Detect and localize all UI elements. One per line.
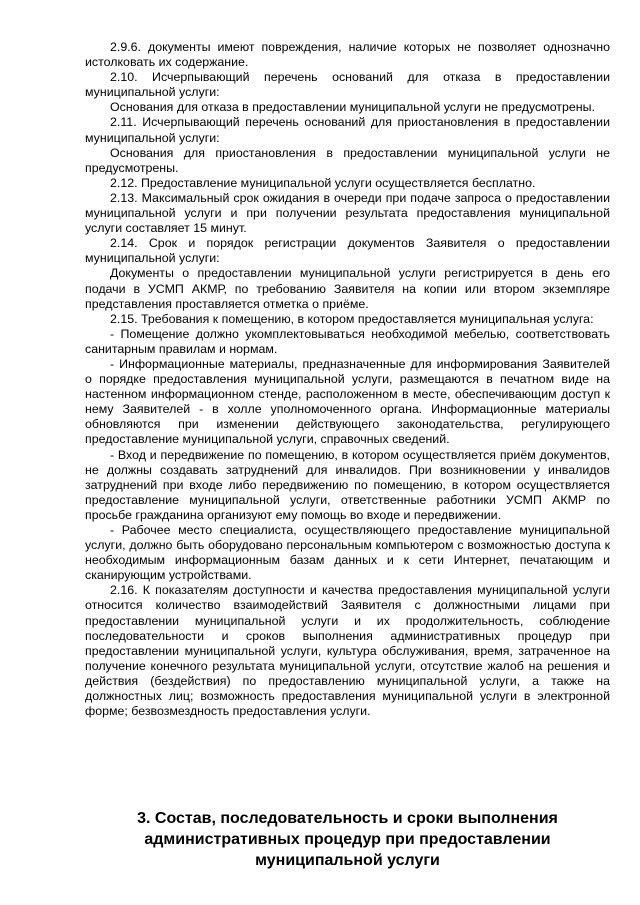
paragraph-2-9-6: 2.9.6. документы имеют повреждения, наличие которых не позволяет однозначно истолковать их содержание. bbox=[85, 40, 610, 70]
list-item-workplace: - Рабочее место специалиста, осуществляющего предоставление муниципальной услуги, должно быть оборудовано персональным компьютером с возможностью доступа к необходимым информационным базам данных и к сети Интернет, печатающим и сканирующим устройствами. bbox=[85, 523, 610, 583]
paragraph-2-10-text: Основания для отказа в предоставлении муниципальной услуги не предусмотрены. bbox=[110, 100, 595, 115]
list-item-info-materials: - Информационные материалы, предназначенные для информирования Заявителей о порядке предоставления муниципальной услуги, размещаются в печатном виде на настенном информационном стенде, расположенном в месте, обеспечивающим доступ к нему Заявителей - в холле уполномоченного органа. Информационные материалы обновляются при изменении действующего законодательства, регулирующего предоставление муниципальной услуги, справочных сведений. bbox=[85, 356, 610, 447]
list-item-accessibility: - Вход и передвижение по помещению, в котором осуществляется приём документов, не должны создавать затруднений для инвалидов. При возникновении у инвалидов затруднений при входе либо передвижению по помещению, в котором осуществляется предоставление муниципальной услуги, ответственные работники УСМП АКМР по просьбе гражданина организуют ему помощь во входе и передвижении. bbox=[85, 447, 610, 522]
paragraph-2-14-text: Документы о предоставлении муниципальной услуги регистрируется в день его подачи в УСМП АКМР, по требованию Заявителя на копии или втором экземпляре представления проставляется отметка о приёме. bbox=[85, 266, 610, 311]
paragraph-2-10: 2.10. Исчерпывающий перечень оснований для отказа в предоставлении муниципальной услуги: bbox=[85, 70, 610, 100]
paragraph-2-13: 2.13. Максимальный срок ожидания в очереди при подаче запроса о предоставлении муниципальной услуги и при получении результата предоставления муниципальной услуги составляет 15 минут. bbox=[85, 190, 610, 236]
paragraph-2-16: 2.16. К показателям доступности и качества предоставления муниципальной услуги относится количество взаимодействий Заявителя с должностными лицами при предоставлении муниципальной услуги и их продолжительность, соблюдение последовательности и сроков выполнения административных процедур при предоставлении муниципальной услуги, культура обслуживания, время, затраченное на получение конечного результата муниципальной услуги, отсутствие жалоб на решения и действия (бездействия) по предоставлению муниципальной услуги, а также на должностных лиц; возможность предоставления муниципальной услуги в электронной форме; безвозмездность предоставления услуги. bbox=[85, 583, 610, 719]
paragraph-2-11-text: Основания для приостановления в предоставлении муниципальной услуги не предусмотрены. bbox=[85, 145, 610, 175]
section-3-heading: 3. Состав, последовательность и сроки выполнения административных процедур при предоставлении муниципальной услуги bbox=[137, 810, 558, 869]
paragraph-2-14: 2.14. Срок и порядок регистрации документов Заявителя о предоставлении муниципальной услуги: bbox=[85, 236, 610, 266]
paragraph-2-15: 2.15. Требования к помещению, в котором предоставляется муниципальная услуга: bbox=[110, 311, 594, 326]
paragraph-2-11: 2.11. Исчерпывающий перечень оснований для приостановления в предоставлении муниципальной услуги: bbox=[85, 115, 610, 145]
list-item-premises: - Помещение должно укомплектовываться необходимой мебелью, соответствовать санитарным правилам и нормам. bbox=[85, 326, 610, 356]
document-body bbox=[85, 40, 610, 719]
paragraph-2-12: 2.12. Предоставление муниципальной услуги осуществляется бесплатно. bbox=[110, 175, 536, 190]
